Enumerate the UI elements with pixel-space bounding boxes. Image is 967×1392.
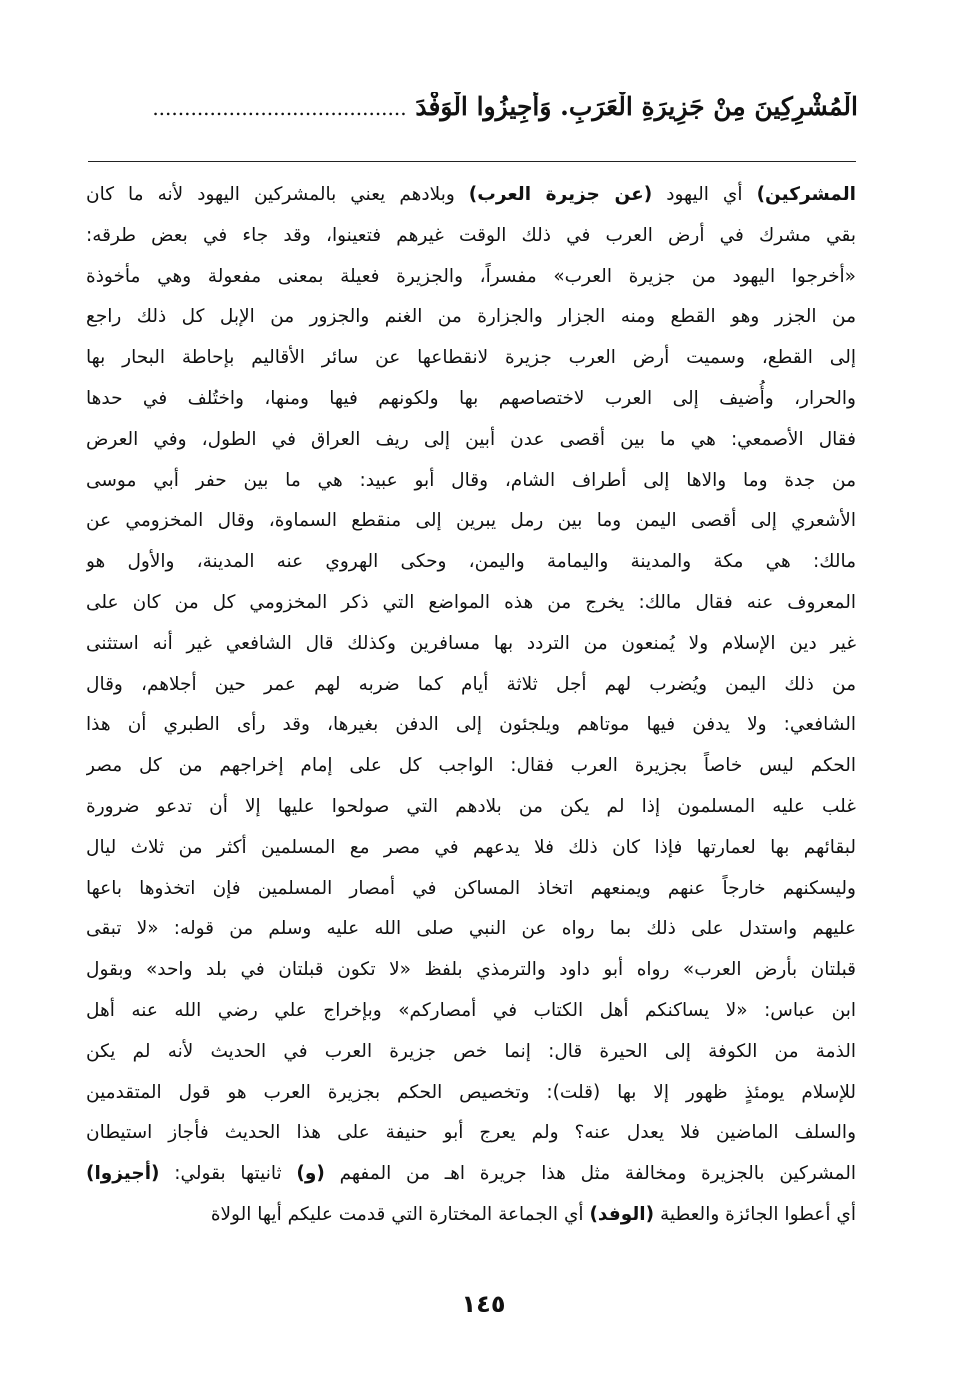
text-line: من ذلك اليمن ويُضرب لهم أجل ثلاثة أيام كما ضربه لهم عمر حين أجلاهم، وقال — [86, 673, 856, 695]
text-line: مالك: هي مكة والمدينة واليمامة واليمن، وحكى الهروي عنه المدينة، والأول هو — [86, 551, 856, 573]
text-line: الحكم ليس خاصاً بجزيرة العرب فقال: الواجب كل على إمام إخراجهم من كل مصر — [86, 755, 856, 777]
text-line: قبلتان بأرض العرب» رواه أبو داود والترمذي بلفظ «لا تكون قبلتان في بلد واحد» وبقول — [86, 959, 856, 981]
text-line: لبقائهم بها لعمارتها فإذا كان ذلك فلا يدعهم في مصر مع المسلمين أكثر من ثلاث ليال — [86, 836, 856, 858]
text-line: والسلف الماضين فلا يعدل عنه؟ ولم يعرج أبو حنيفة على هذا الحديث فأجاز استيطان — [86, 1122, 856, 1144]
text-line: من جدة وما والاها إلى أطراف الشام، وقال أبو عبيد: هي ما بين حفر أبي موسى — [86, 469, 856, 491]
body-text — [86, 175, 856, 1236]
text-line: أي أعطوا الجائزة والعطية (الوفد) أي الجماعة المختارة التي قدمت عليكم أيها الولاة — [210, 1203, 856, 1225]
text-line: المعروف عنه فقال مالك: يخرج من هذه المواضع التي ذكر المخزومي كل من كان على — [86, 591, 856, 613]
text-line: الشافعي: ولا يدفن فيها موتاهم ويلجئون إلى الدفن بغيرها، وقد رأى الطبري أن هذا — [86, 714, 856, 736]
text-line: الذمة من الكوفة إلى الحيرة قال: إنما خص جزيرة العرب في الحديث لأنه لم يكن — [86, 1040, 856, 1062]
text-line: المشركين بالجزيرة ومخالفة مثل هذا جريرة اهـ من المفهم (و) ثانيتها بقولي: (أجيزوا) — [86, 1163, 856, 1185]
page-number: ١٤٥ — [461, 1290, 506, 1318]
text-line: فقال الأصمعي: هي ما بين أقصى عدن أبين إلى ريف العراق في الطول، وفي العرض — [86, 428, 856, 450]
header-divider — [88, 161, 856, 162]
text-line: بقي مشرك في أرض العرب في ذلك الوقت غيرهم فتعينوا، وقد جاء في بعض طرقه: — [86, 224, 856, 246]
text-line: ابن عباس: «لا يساكنكم أهل الكتاب في أمصاركم» وبإخراج علي رضي الله عنه أهل — [86, 999, 856, 1021]
text-line: المشركين) أي اليهود (عن جزيرة العرب) وبلادهم يعني بالمشركين اليهود لأنه ما كان — [86, 184, 856, 205]
text-line: والحرار، وأُضيف إلى العرب لاختصاصهم بها ولكونهم فيها ومنها، واختُلف في حدها — [86, 387, 856, 409]
text-line: غير دين الإسلام ولا يُمنعون من التردد بها مسافرين وكذلك قال الشافعي غير أنه استثنى — [86, 632, 856, 654]
text-line: عليهم واستدل على ذلك بما رواه عن النبي صلى الله عليه وسلم من قوله: «لا تبقى — [86, 918, 856, 940]
text-line: وليسكنهم خارجاً عنهم ويمنعهم اتخاذ المساكن في أمصار المسلمين فإن اتخذوها باعها — [86, 877, 856, 899]
header-title: الْمُشْرِكِينَ مِنْ جَزِيرَةِ الْعَرَبِ. وَأَجِيزُوا الْوَفْدَ — [415, 92, 858, 121]
text-line: غلب عليه المسلمون إذا لم يكن من بلادهم التي صولحوا عليها إلا أن تدعو ضرورة — [86, 795, 856, 817]
text-line: إلى القطع، وسميت أرض العرب جزيرة لانقطاعها عن سائر الأقاليم بإحاطة البحار بها — [86, 347, 856, 369]
running-header — [88, 92, 858, 152]
text-line: «أخرجوا اليهود من جزيرة العرب» مفسراً، والجزيرة فعيلة بمعنى مفعولة وهي مأخوذة — [86, 265, 856, 287]
header-dots: ........................................ — [152, 96, 407, 120]
text-line: من الجزر وهو القطع ومنه الجزار والجزارة من الغنم والجزور من الإبل كل ذلك راجع — [86, 306, 856, 328]
text-line: الأشعري إلى أقصى اليمن وما بين رمل يبرين إلى منقطع السماوة، وقال المخزومي عن — [86, 510, 856, 532]
text-line: للإسلام يومئذٍ ظهور إلا بها (قلت): وتخصيص الحكم بجزيرة العرب هو قول المتقدمين — [86, 1081, 856, 1103]
